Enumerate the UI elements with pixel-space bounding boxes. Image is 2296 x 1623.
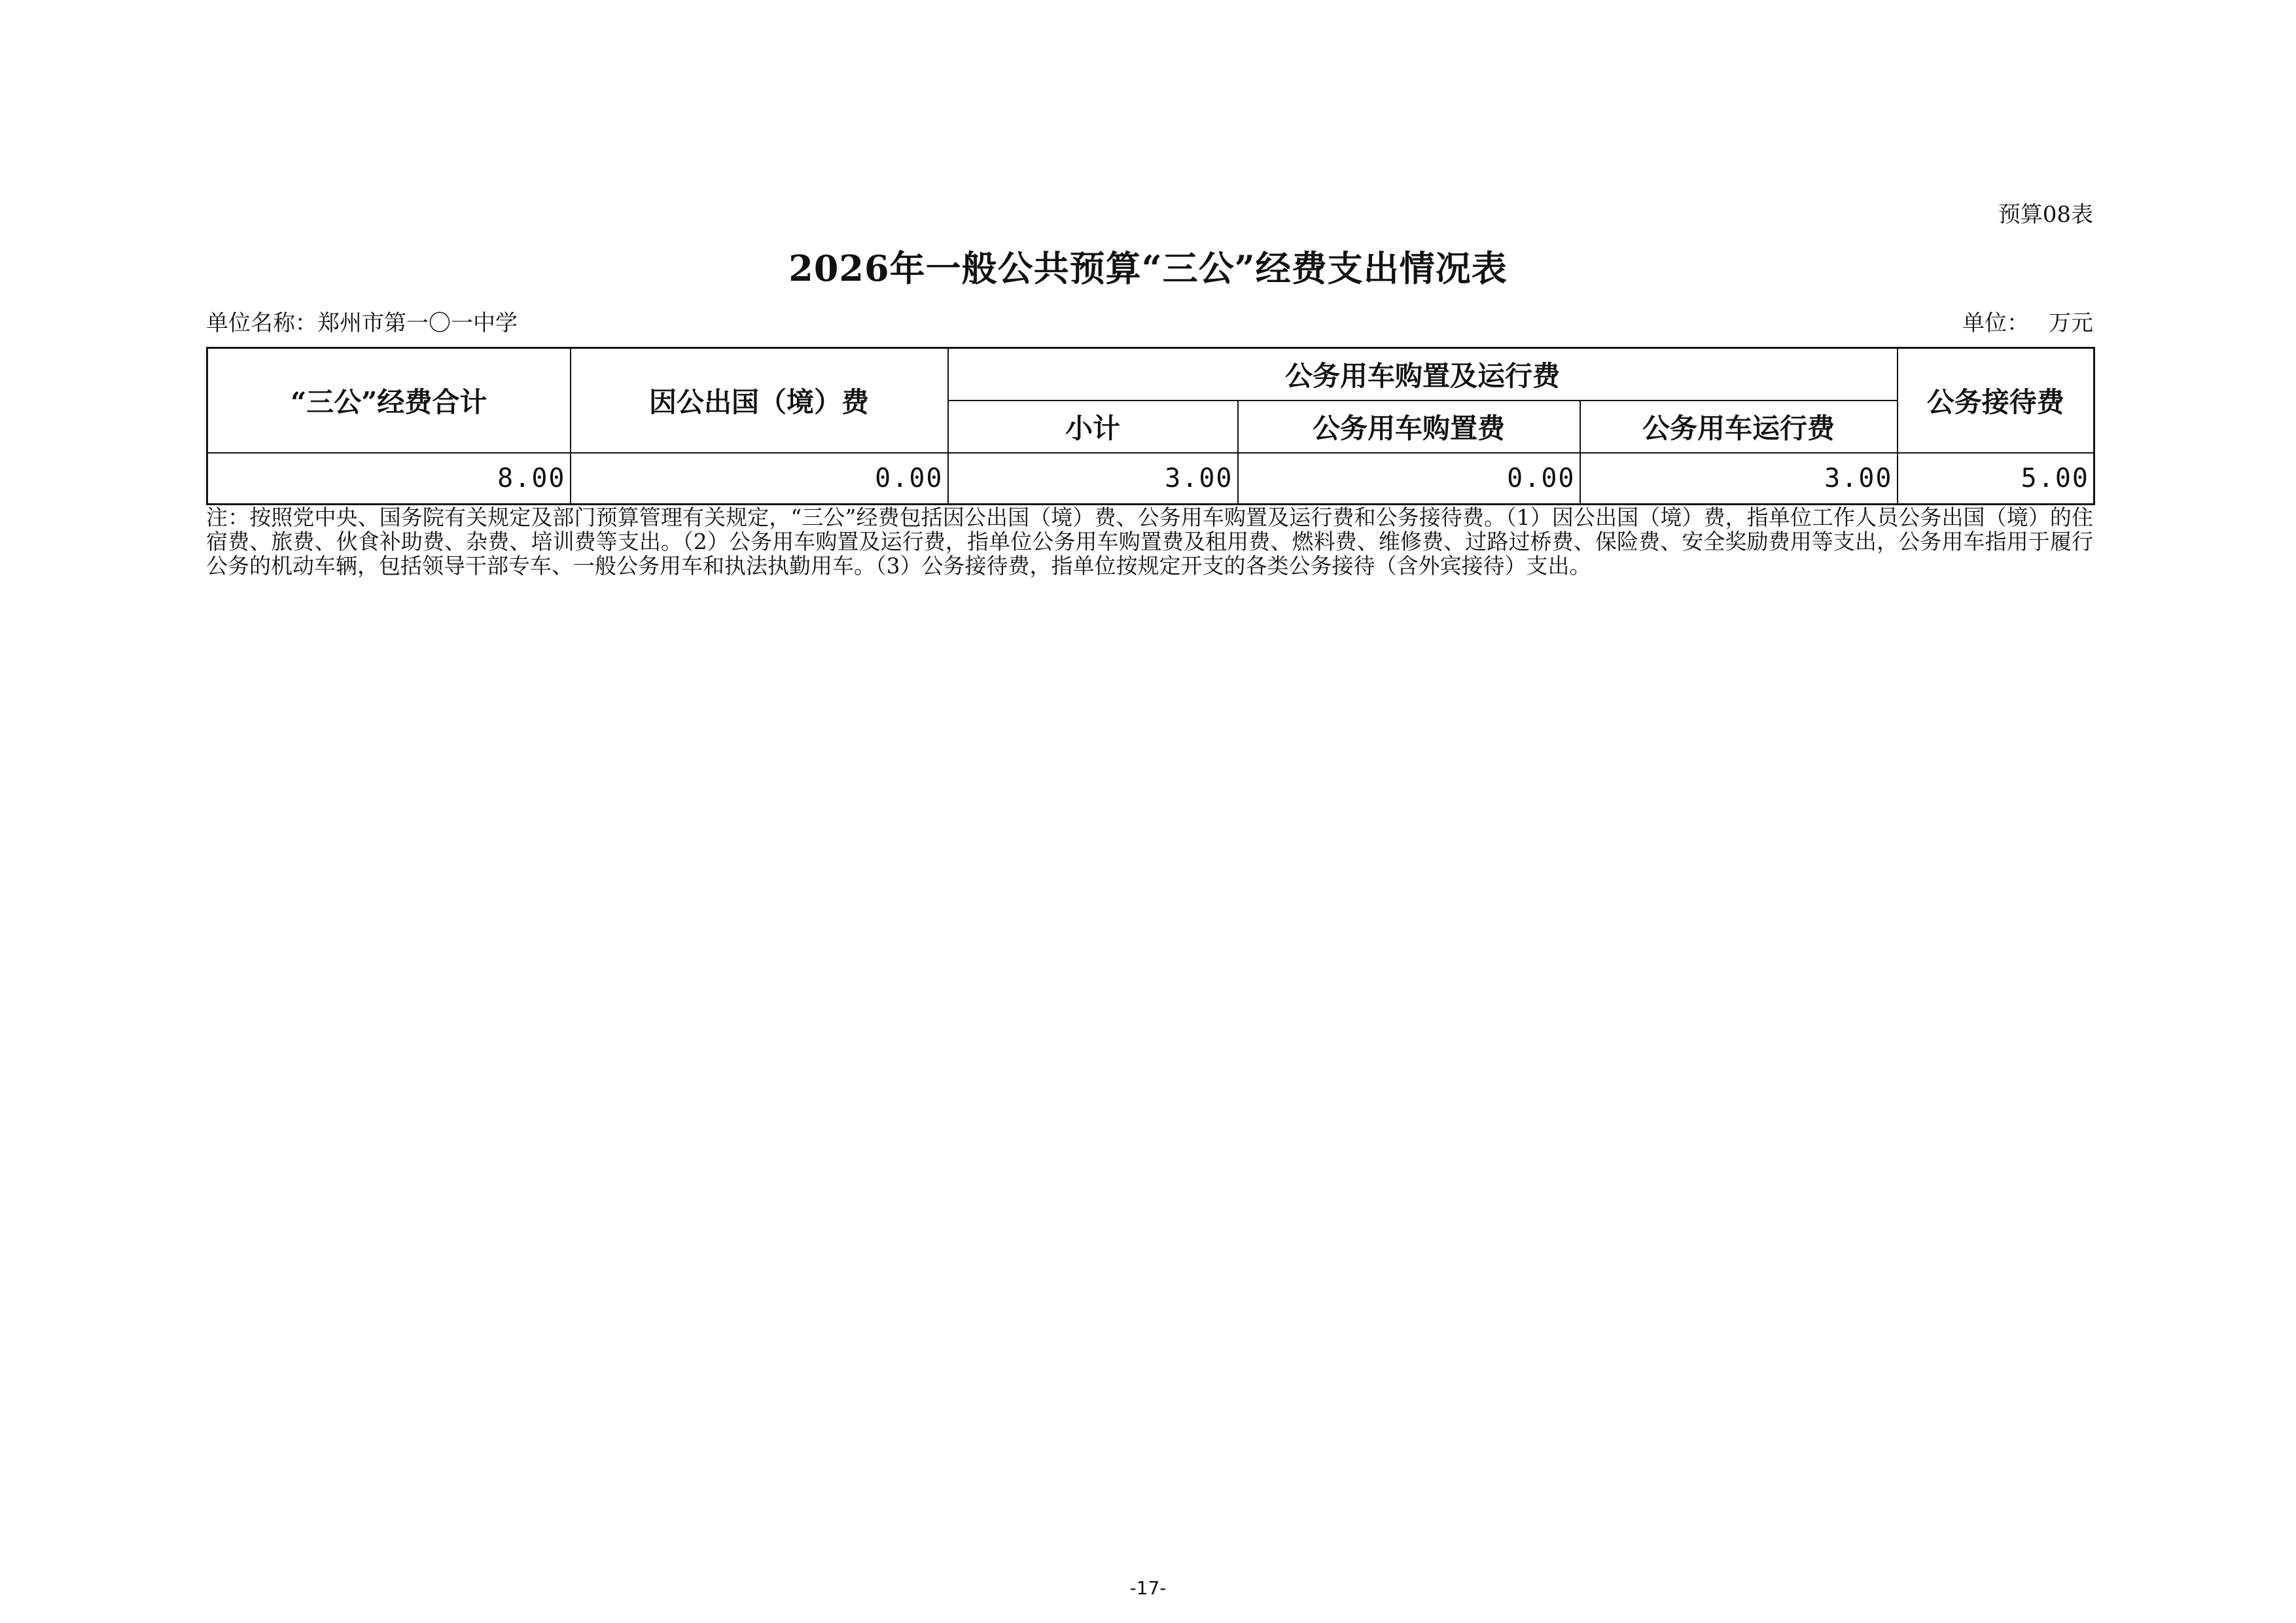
cell-vehicle-operation: 3.00 [1580,453,1898,505]
header-abroad: 因公出国（境）费 [571,348,948,454]
header-total: “三公”经费合计 [207,348,571,454]
cell-total: 8.00 [207,453,571,505]
table-note: 注：按照党中央、国务院有关规定及部门预算管理有关规定，“三公”经费包括因公出国（境）费、公务用车购置及运行费和公务接待费。（1）因公出国（境）费，指单位工作人员公务出国（境）的住宿费、旅费、伙食补助费、杂费、培训费等支出。（2）公务用车购置及运行费，指单位公务用车购置费及租用费、燃料费、维修费、过路过桥费、保险费、安全奖励费用等支出，公务用车指用于履行公务的机动车辆，包括领导干部专车、一般公务用车和执法执勤用车。（3）公务接待费，指单位按规定开支的各类公务接待（含外宾接待）支出。 [206,505,2093,579]
page-title: 2026年一般公共预算“三公”经费支出情况表 [788,247,1508,289]
cell-vehicle-purchase: 0.00 [1238,453,1580,505]
table-header-row [207,348,2094,401]
currency-unit-label: 单位： [1962,310,2029,336]
header-vehicle-operation: 公务用车运行费 [1580,401,1898,453]
header-vehicle-purchase: 公务用车购置费 [1238,401,1580,453]
cell-abroad: 0.00 [571,453,948,505]
header-subtotal: 小计 [948,401,1238,453]
header-reception: 公务接待费 [1898,348,2094,454]
page-number: -17- [1129,1577,1167,1599]
currency-unit [1962,305,2093,337]
unit-name: 单位名称：郑州市第一〇一中学 [206,310,518,336]
table-row [207,453,2094,505]
currency-unit-value: 万元 [2049,310,2093,336]
three-public-expenses-table [206,347,2095,505]
header-vehicle-group: 公务用车购置及运行费 [948,348,1898,401]
cell-subtotal: 3.00 [948,453,1238,505]
cell-reception: 5.00 [1898,453,2094,505]
form-code: 预算08表 [1998,202,2093,228]
